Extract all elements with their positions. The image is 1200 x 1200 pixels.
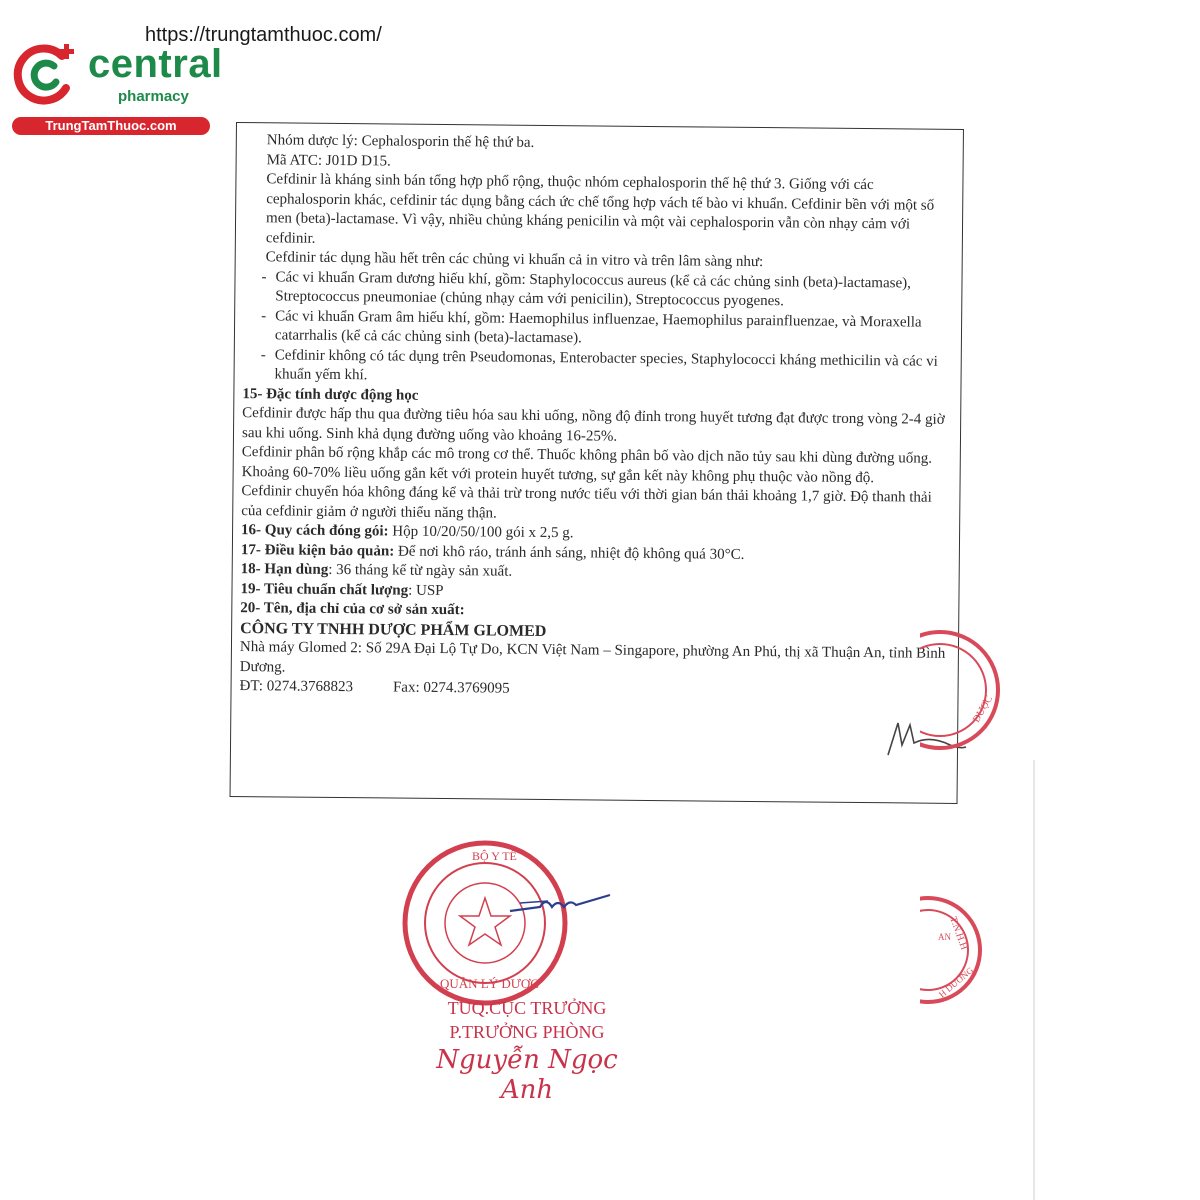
logo-subtitle: pharmacy [118, 88, 189, 105]
description-paragraph: Cefdinir là kháng sinh bán tổng hợp phổ rộng, thuộc nhóm cephalosporin thế hệ thứ 3. Giống với các cephalosporin khác, cefdinir tác dụng bằng cách ức chế tổng hợp vách tế bào vi khuẩn. Cefdinir bền với một số men (beta)-lactamase. Vì vậy, nhiều chủng kháng penicilin và một vài cephalosporin vẫn còn nhạy cảm với cefdinir. [265, 171, 935, 247]
handwritten-signature-icon [500, 885, 620, 925]
svg-text:T.N.H.H: T.N.H.H [947, 915, 970, 952]
section-16-value: Hộp 10/20/50/100 gói x 2,5 g. [388, 523, 574, 542]
section-18-value: : 36 tháng kể từ ngày sản xuất. [328, 561, 513, 580]
section-20-title: 20- Tên, địa chỉ của cơ sở sản xuất: [240, 600, 465, 619]
document-box [230, 122, 964, 804]
pk-paragraph: Cefdinir phân bố rộng khắp các mô trong cơ thể. Thuốc không phân bố vào dịch não tủy sau khi dùng đường uống. Khoảng 60-70% liều uống gắn kết với protein huyết tương, sự gắn kết này không phụ thuộc vào nồng độ. [241, 444, 933, 486]
section-16-label: 16- Quy cách đóng gói: [241, 522, 389, 540]
company-fax: Fax: 0274.3769095 [392, 679, 510, 697]
svg-text:DƯỢC: DƯỢC [971, 693, 996, 725]
signer-name: Nguyễn Ngọc Anh [436, 1045, 618, 1105]
site-url[interactable]: https://trungtamthuoc.com/ [145, 24, 382, 46]
pk-paragraph: Cefdinir chuyển hóa không đáng kể và thải trừ trong nước tiểu với thời gian bán thải khoảng 1,7 giờ. Độ thanh thải của cefdinir giảm ở người thiểu năng thận. [241, 483, 932, 522]
list-item: - Cefdinir không có tác dụng trên Pseudomonas, Enterobacter species, Staphylococci kháng methicilin và các vi khuẩn yếm khí. [242, 346, 952, 392]
signer-title-2: P.TRƯỞNG PHÒNG [449, 1022, 605, 1042]
svg-text:BỘ Y TẾ: BỘ Y TẾ [472, 849, 517, 863]
pk-paragraph: Cefdinir được hấp thu qua đường tiêu hóa sau khi uống, nồng độ đỉnh trong huyết tương đạt được trong vòng 2-4 giờ sau khi uống. Sinh khả dụng đường uống vào khoảng 16-25%. [241, 405, 945, 445]
pharmacology-group: Nhóm dược lý: Cephalosporin thế hệ thứ ba. [266, 132, 535, 151]
list-item: - Các vi khuẩn Gram âm hiếu khí, gồm: Haemophilus influenzae, Haemophilus parainfluenzae, và Moraxella catarrhalis (kể cả các chủng sinh (beta)-lactamase). [243, 307, 953, 353]
central-pharmacy-logo-icon [10, 38, 82, 110]
section-19-value: : USP [408, 582, 444, 599]
page-edge-divider [1033, 760, 1035, 1200]
section-19-label: 19- Tiêu chuẩn chất lượng [240, 580, 409, 599]
atc-code: Mã ATC: J01D D15. [266, 151, 391, 169]
logo-banner: TrungTamThuoc.com [12, 117, 210, 135]
list-item: - Các vi khuẩn Gram dương hiếu khí, gồm: Staphylococcus aureus (kể cả các chủng sinh (beta)-lactamase), Streptococcus pneumoniae (chủng nhạy cảm với penicilin), Streptococcus pyogenes. [243, 268, 953, 314]
section-15-title: 15- Đặc tính dược động học [242, 385, 419, 404]
svg-text:QUẢN LÝ DƯỢC: QUẢN LÝ DƯỢC [440, 976, 539, 991]
company-stamp-icon [920, 615, 1010, 765]
company-stamp-icon [920, 880, 1000, 1020]
logo-brand: central [88, 42, 223, 86]
section-17-label: 17- Điều kiện bảo quản: [240, 541, 395, 560]
company-phone: ĐT: 0274.3768823 [239, 678, 354, 696]
svg-text:H DƯƠNG: H DƯƠNG [936, 965, 976, 1000]
activity-intro: Cefdinir tác dụng hầu hết trên các chủng vi khuẩn cả in vitro và trên lâm sàng như: [265, 249, 764, 271]
signer-title-1: TUQ.CỤC TRƯỞNG [447, 998, 607, 1018]
company-address: Nhà máy Glomed 2: Số 29A Đại Lộ Tự Do, KCN Việt Nam – Singapore, phường An Phú, thị xã Thuận An, tỉnh Bình Dương. [239, 639, 946, 675]
svg-text:AN: AN [938, 932, 951, 942]
section-18-label: 18- Hạn dùng [240, 561, 329, 578]
section-17-value: Để nơi khô ráo, tránh ánh sáng, nhiệt độ không quá 30°C. [394, 543, 745, 563]
company-name: CÔNG TY TNHH DƯỢC PHẨM GLOMED [240, 619, 547, 640]
